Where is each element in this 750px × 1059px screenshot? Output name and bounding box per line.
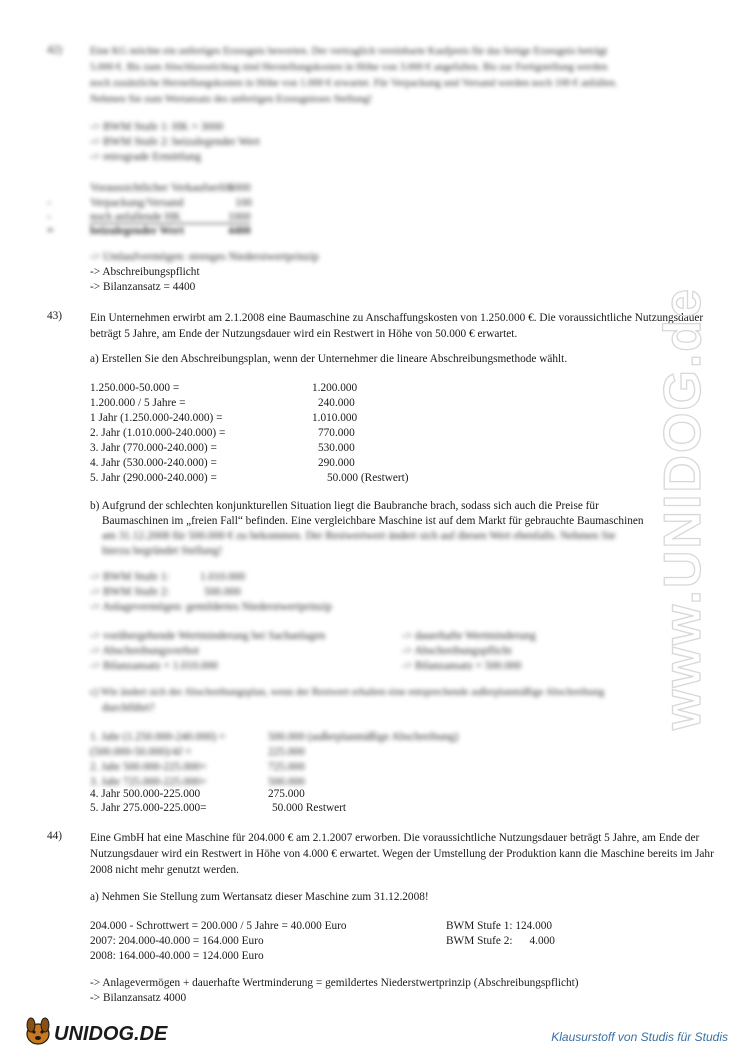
c-plan-label: 4. Jahr 500.000-225.000 [90,789,201,797]
b-step-value: 1.010.000 [200,571,246,583]
q42-intro-line: Nehmen Sie zum Wertansatz des unfertigen Erzeugnisses Stellung! [90,94,373,105]
q44-part-a: a) Nehmen Sie Stellung zum Wertansatz dieser Maschine zum 31.12.2008! [90,891,429,903]
q42-number: 42) [47,44,63,56]
plan-label: 4. Jahr (530.000-240.000) = [90,457,217,469]
q42-intro-line: noch zusätzliche Herstellungskosten in Höhe von 1.000 € erwartet. Für Verpackung und Versand werden noch 100 € anfallen. [90,78,618,89]
watermark [640,230,750,750]
plan-value: 1.010.000 [312,412,358,424]
b-step-label: -> BWM Stufe 1: [90,571,170,583]
plan-label: 1.250.000-50.000 = [90,382,180,394]
calc-sign: - [47,197,51,209]
c-plan-value: 500.000 [268,776,305,788]
b-step-label: -> BWM Stufe 2: [90,586,170,598]
b-case-left: -> Abschreibungsverbot [90,645,199,657]
divider [90,223,250,224]
q43-part-b: Baumaschinen im „freien Fall“ befinden. Eine vergleichbare Maschine ist auf dem Markt für gebrauchte Baumaschinen [102,515,644,527]
watermark-text: www.UNIDOG.de [654,287,712,730]
c-plan-label: 3. Jahr 725.000-225.000= [90,776,207,788]
q43-part-b-line: hierzu begründet Stellung! [102,545,223,557]
b-step-label: -> Anlagevermögen: gemildertes Niederstwertprinzip [90,601,332,613]
q42-step: -> BWM Stufe 2: beizulegender Wert [90,136,260,148]
calc-label: Voraussichtlicher Verkaufserlös [90,182,233,194]
plan-label: 2. Jahr (1.010.000-240.000) = [90,427,226,439]
q42-step: -> BWM Stufe 1: HK = 3000 [90,121,224,133]
q42-line: -> Bilanzansatz = 4400 [90,281,196,293]
plan-label: 1.200.000 / 5 Jahre = [90,397,186,409]
plan-label: 3. Jahr (770.000-240.000) = [90,442,217,454]
c-plan-value: 725.000 [268,761,305,773]
b-case-right: -> dauerhafte Wertminderung [402,630,536,642]
plan-value: 50.000 (Restwert) [327,472,409,484]
q42-intro [90,44,720,108]
plan-label: 1 Jahr (1.250.000-240.000) = [90,412,223,424]
b-case-right: -> Bilanzansatz = 500.000 [402,660,522,672]
q44-number: 44) [47,830,63,842]
c-plan-label: 1. Jahr (1.250.000-240.000) = [90,731,226,743]
q42-intro-line: Eine KG möchte ein unfertiges Erzeugnis bewerten. Der vertraglich vereinbarte Kaufpreis für das fertige Erzeugnis beträgt [90,46,608,57]
calc-value: 5000 [228,182,251,194]
q44-conclusion: -> Bilanzansatz 4000 [90,992,187,1004]
c-plan-label: 5. Jahr 275.000-225.000= [90,802,207,814]
b-case-left: -> vorübergehende Wertminderung bei Sachanlagen [90,630,326,642]
unidog-logo [22,1010,182,1050]
c-plan-partial-row [90,789,390,797]
q44-calc-left: 204.000 - Schrottwert = 200.000 / 5 Jahre = 40.000 Euro [90,920,347,932]
q43-part-c-line: durchführt? [102,702,155,714]
logo-text: UNIDOG.DE [54,1023,168,1045]
calc-label: beizulegender Wert [90,225,185,237]
calc-label: Verpackung/Versand [90,197,184,209]
plan-value: 770.000 [318,427,355,439]
dog-icon [27,1018,49,1044]
calc-label: noch anfallende HK [90,211,181,223]
q42-line: -> Abschreibungspflicht [90,266,200,278]
calc-sign: - [47,211,51,223]
q44-conclusion: -> Anlagevermögen + dauerhafte Wertminderung = gemildertes Niederstwertprinzip (Abschreibungspflicht) [90,977,579,989]
q42-step: -> retrograde Ermittlung [90,151,202,163]
c-plan-label: (500.000-50.000)/4J = [90,746,192,758]
q43-part-a: a) Erstellen Sie den Abschreibungsplan, wenn der Unternehmer die lineare Abschreibungsmethode wählt. [90,353,568,365]
calc-sign: = [47,225,54,237]
b-case-left: -> Bilanzansatz = 1.010.000 [90,660,218,672]
q44-intro: Eine GmbH hat eine Maschine für 204.000 € am 2.1.2007 erworben. Die voraussichtliche Nutzungsdauer beträgt 5 Jahre, am Ende der Nutzungsdauer wird ein Restwert in Höhe von 4.000 € erwartet. Wegen der Umstellung der Produktion kann die Maschine bereits im Jahr 2008 nicht mehr genutzt werden. [90,832,714,876]
plan-value: 530.000 [318,442,355,454]
q42-steps [90,120,720,165]
c-plan-value: 50.000 Restwert [272,802,347,814]
q44-calc-left: 2007: 204.000-40.000 = 164.000 Euro [90,935,264,947]
plan-value: 290.000 [318,457,355,469]
q43-intro: Ein Unternehmen erwirbt am 2.1.2008 eine Baumaschine zu Anschaffungskosten von 1.250.000 €. Die voraussichtliche Nutzungsdauer beträgt 5 Jahre, am Ende der Nutzungsdauer wird ein Restwert in Höhe von 50.000 € erwartet. [90,312,704,340]
q43-part-b-line: am 31.12.2008 für 500.000 € zu bekommen. Der Restwertwert ändert sich auf diesen Wert ebenfalls. Nehmen Sie [102,530,616,542]
calc-value: 100 [235,197,252,209]
q42-intro-line: 5.000 €. Bis zum Abschlussstichtag sind Herstellungskosten in Höhe von 3.000 € angefallen. Bis zur Fertigstellung werden [90,62,608,73]
c-plan-value: 275.000 [268,789,305,797]
q43-number: 43) [47,310,63,322]
q44-calc-right: BWM Stufe 2: 4.000 [446,935,555,947]
plan-label: 5. Jahr (290.000-240.000) = [90,472,217,484]
plan-value: 240.000 [318,397,355,409]
b-case-right: -> Abschreibungspflicht [402,645,512,657]
q43-part-c-line: c) Wie ändert sich der Abschreibungsplan, wenn der Restwert erhalten eine entsprechende außerplanmäßige Abschreibung [90,687,605,698]
q44-calc-left: 2008: 164.000-40.000 = 124.000 Euro [90,950,264,962]
calc-value: 4400 [228,225,251,237]
q44-calc-right: BWM Stufe 1: 124.000 [446,920,553,932]
c-plan-value: 500.000 (außerplanmäßige Abschreibung) [268,731,459,743]
plan-value: 1.200.000 [312,382,358,394]
q42-principle: -> Umlaufvermögen: strenges Niederstwertprinzip [90,251,319,263]
b-step-value: 500.000 [204,586,241,598]
calc-value: 1000 [228,211,251,223]
q43-part-b: b) Aufgrund der schlechten konjunkturellen Situation liegt die Baubranche brach, sodass sich auch die Preise für [90,500,599,512]
footer-tagline: Klausurstoff von Studis für Studis [551,1030,728,1044]
c-plan-label: 2. Jahr 500.000-225.000= [90,761,207,773]
c-plan-value: 225.000 [268,746,305,758]
